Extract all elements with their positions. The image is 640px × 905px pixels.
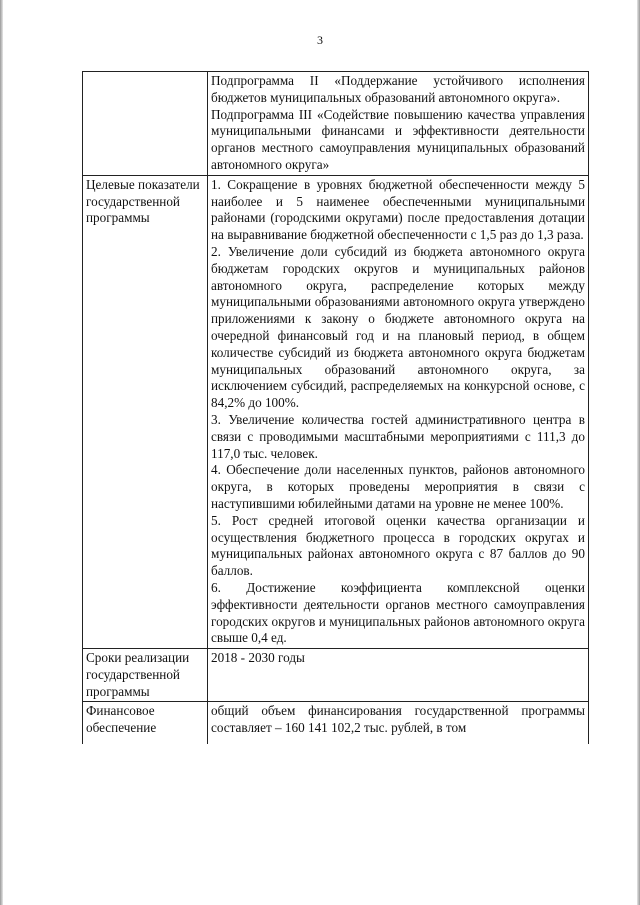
table-row bbox=[83, 702, 589, 745]
row-label: Целевые показатели государственной программы bbox=[83, 175, 208, 648]
content-paragraph: 4. Обеспечение доли населенных пунктов, районов автономного округа, в которых проведены мероприятия в связи с наступившими юбилейными датами на уровне не менее 100%. bbox=[211, 462, 585, 511]
row-content bbox=[208, 702, 589, 745]
row-content bbox=[208, 175, 589, 648]
content-paragraph: 2018 - 2030 годы bbox=[211, 650, 305, 666]
content-paragraph: 2. Увеличение доли субсидий из бюджета автономного округа бюджетам городских округов и муниципальных районов автономного округа, распределение которых между муниципальными образованиями автономного округа утверждено приложениями к закону о бюджете автономного округа на очередной финансовый год и на плановый период, в общем количестве субсидий из бюджета автономного округа бюджетам муниципальных образований автономного округа, за исключением субсидий, распределяемых на конкурсной основе, с 84,2% до 100%. bbox=[211, 243, 585, 411]
table-row bbox=[83, 72, 589, 176]
table-row bbox=[83, 649, 589, 702]
row-content bbox=[208, 72, 589, 176]
page-number: 3 bbox=[317, 33, 323, 47]
table-body bbox=[83, 72, 589, 745]
program-passport-table bbox=[82, 71, 589, 744]
row-label bbox=[83, 72, 208, 176]
content-paragraph: Подпрограмма III «Содействие повышению качества управления муниципальными финансами и эффективности деятельности органов местного самоуправления муниципальных образований автономного округа» bbox=[211, 106, 585, 172]
table-row bbox=[83, 175, 589, 648]
content-paragraph: 3. Увеличение количества гостей административного центра в связи с проводимыми масштабными мероприятиями с 111,3 до 117,0 тыс. человек. bbox=[211, 411, 585, 461]
page-edge-left bbox=[0, 0, 3, 905]
row-content bbox=[208, 649, 589, 702]
content-paragraph: общий объем финансирования государственной программы составляет – 160 141 102,2 тыс. рублей, в том bbox=[211, 703, 585, 736]
content-paragraph: 5. Рост средней итоговой оценки качества организации и осуществления бюджетного процесса в городских округах и муниципальных районах автономного округа с 87 баллов до 90 баллов. bbox=[211, 512, 585, 579]
row-label: Сроки реализации государственной программы bbox=[83, 649, 208, 702]
content-paragraph: 6. Достижение коэффициента комплексной оценки эффективности деятельности органов местного самоуправления городских округов и муниципальных районов автономного округа свыше 0,4 ед. bbox=[211, 579, 585, 646]
content-paragraph: 1. Сокращение в уровнях бюджетной обеспеченности между 5 наиболее и 5 наименее обеспеченными муниципальными районами (городскими округами) после предоставления дотации на выравнивание бюджетной обеспеченности с 1,5 раз до 1,3 раза. bbox=[211, 176, 585, 243]
row-label: Финансовое обеспечение bbox=[83, 702, 208, 745]
content-paragraph: Подпрограмма II «Поддержание устойчивого исполнения бюджетов муниципальных образований автономного округа». bbox=[211, 73, 585, 105]
